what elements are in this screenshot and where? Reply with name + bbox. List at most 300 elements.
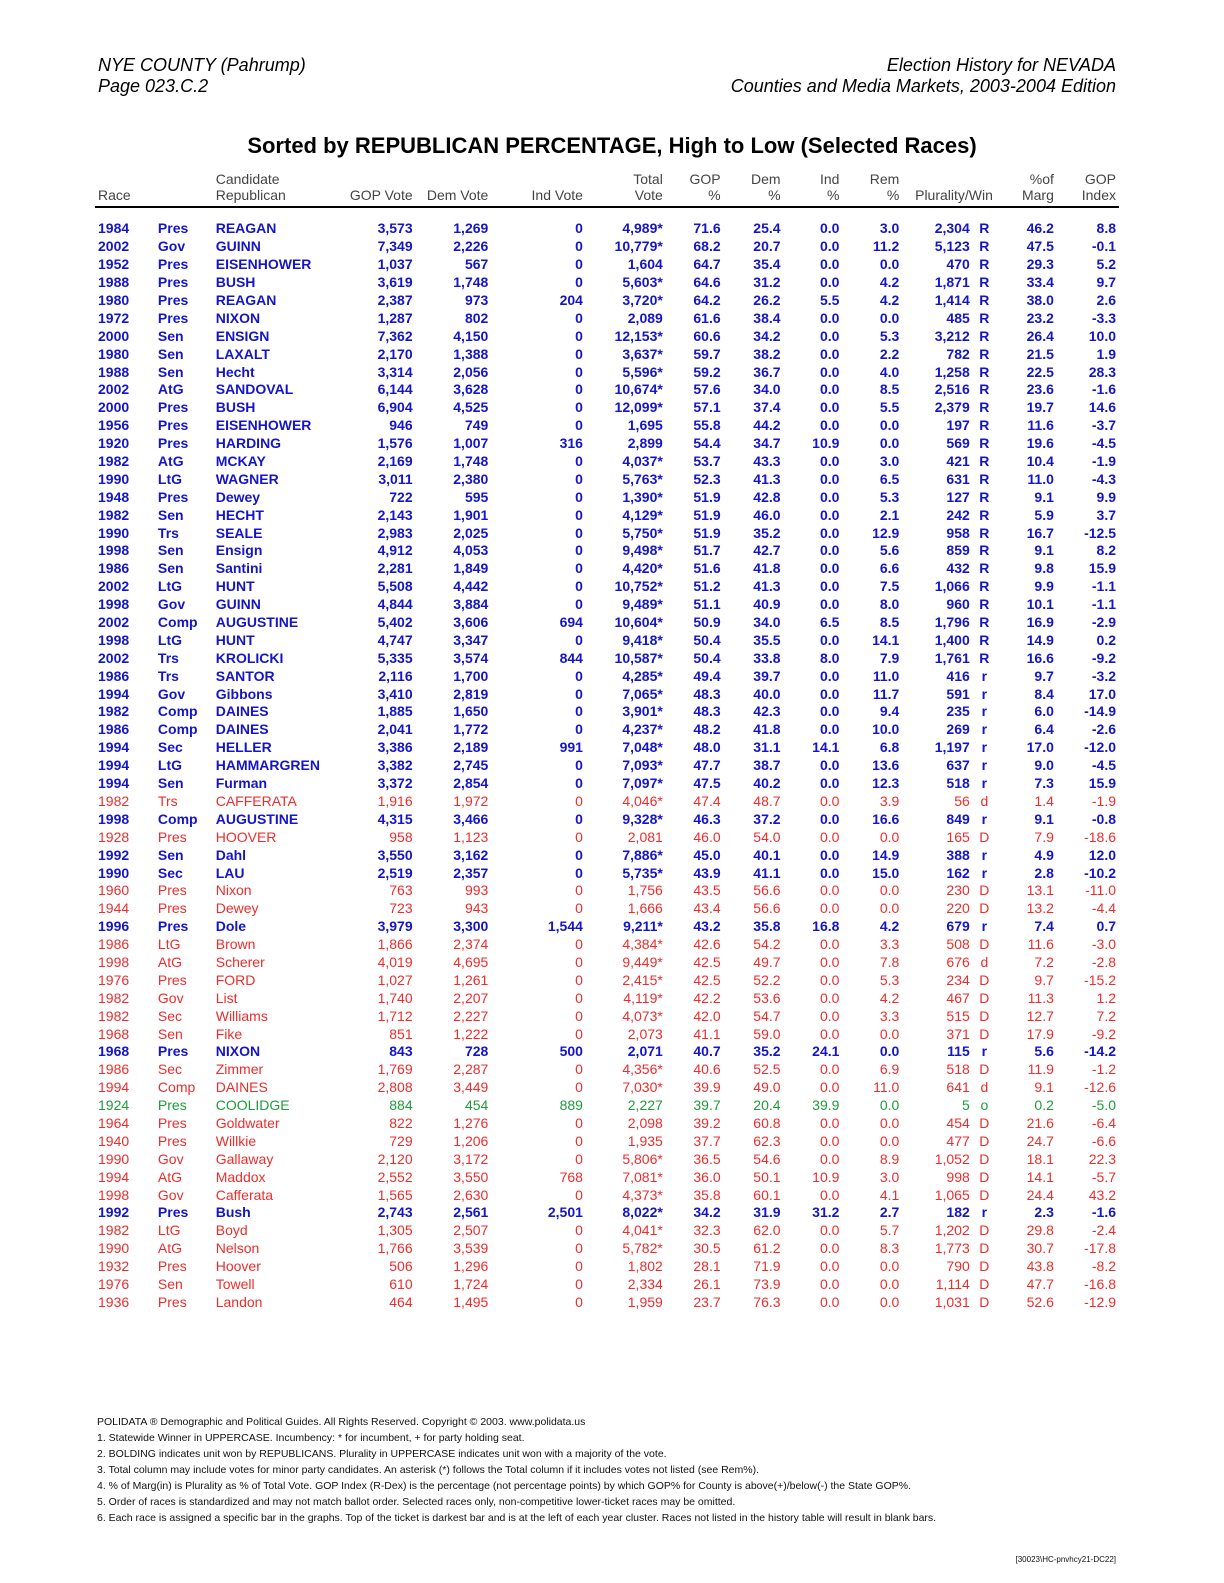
cell-gop-pct: 50.9 — [693, 614, 721, 631]
cell-ind-vote: 889 — [559, 1097, 583, 1114]
cell-pct-margin: 7.2 — [1034, 953, 1054, 970]
table-row — [95, 954, 1119, 972]
cell-gop-vote: 2,170 — [377, 345, 413, 362]
cell-plurality: 1,065 — [934, 1186, 970, 1203]
cell-dem-vote: 2,745 — [453, 757, 489, 774]
col-pct-margin: %of Marg — [996, 171, 1057, 207]
cell-rem-pct: 4.2 — [879, 989, 900, 1006]
cell-plurality: 591 — [946, 685, 970, 702]
cell-plurality: 162 — [946, 864, 970, 881]
cell-ind-vote: 0 — [575, 1007, 583, 1024]
cell-year: 1990 — [98, 524, 130, 541]
cell-rem-pct: 4.2 — [879, 918, 900, 935]
cell-gop-index: -4.3 — [1091, 470, 1116, 487]
cell-gop-vote: 4,747 — [377, 631, 413, 648]
cell-office: Trs — [157, 667, 179, 684]
cell-ind-vote: 0 — [575, 578, 583, 595]
cell-pct-margin: 29.3 — [1026, 256, 1054, 273]
cell-office: Pres — [157, 274, 189, 291]
cell-dem-pct: 62.3 — [753, 1132, 781, 1149]
cell-dem-vote: 2,357 — [453, 864, 489, 881]
cell-gop-pct: 23.7 — [693, 1293, 721, 1310]
table-row — [95, 560, 1119, 578]
table-row — [95, 1276, 1119, 1294]
cell-winner: R — [979, 560, 990, 577]
cell-dem-pct: 34.2 — [753, 327, 781, 344]
cell-rem-pct: 6.8 — [879, 739, 900, 756]
cell-candidate: HOOVER — [215, 828, 277, 845]
cell-year: 1924 — [98, 1097, 130, 1114]
cell-gop-index: 1.2 — [1096, 989, 1116, 1006]
cell-office: Pres — [157, 399, 189, 416]
cell-candidate: ENSIGN — [215, 327, 270, 344]
cell-gop-vote: 1,866 — [377, 936, 413, 953]
cell-total-vote: 1,959 — [627, 1293, 663, 1310]
cell-dem-vote: 943 — [464, 900, 489, 917]
cell-office: Sec — [157, 1061, 183, 1078]
cell-dem-vote: 802 — [464, 309, 489, 326]
cell-candidate: DAINES — [215, 1079, 268, 1096]
table-row — [95, 703, 1119, 721]
col-dem-pct: Dem % — [724, 171, 784, 207]
cell-ind-vote: 0 — [575, 810, 583, 827]
cell-rem-pct: 3.0 — [879, 453, 900, 470]
cell-gop-index: -14.2 — [1084, 1043, 1116, 1060]
cell-ind-vote: 694 — [559, 614, 583, 631]
cell-ind-pct: 0.0 — [819, 578, 840, 595]
cell-dem-pct: 61.2 — [753, 1240, 781, 1257]
cell-ind-vote: 0 — [575, 345, 583, 362]
cell-ind-vote: 0 — [575, 971, 583, 988]
cell-dem-vote: 1,748 — [453, 274, 489, 291]
cell-gop-index: -12.0 — [1084, 739, 1116, 756]
table-row — [95, 435, 1119, 453]
cell-gop-pct: 36.5 — [693, 1150, 721, 1167]
cell-ind-vote: 0 — [575, 1132, 583, 1149]
cell-office: Sen — [157, 775, 184, 792]
cell-candidate: GUINN — [215, 238, 261, 255]
cell-office: Pres — [157, 292, 189, 308]
cell-pct-margin: 47.5 — [1026, 238, 1054, 255]
cell-plurality: 569 — [946, 435, 970, 452]
cell-dem-pct: 52.5 — [753, 1061, 781, 1078]
cell-total-vote: 7,081* — [622, 1168, 663, 1185]
cell-gop-index: -4.5 — [1091, 435, 1116, 452]
cell-dem-vote: 3,550 — [453, 1168, 489, 1185]
table-row — [95, 1186, 1119, 1204]
cell-ind-pct: 0.0 — [819, 542, 840, 559]
cell-total-vote: 3,720* — [622, 292, 663, 308]
cell-year: 1994 — [98, 739, 130, 756]
cell-ind-pct: 0.0 — [819, 971, 840, 988]
cell-ind-pct: 24.1 — [812, 1043, 840, 1060]
cell-candidate: GUINN — [215, 596, 261, 613]
cell-gop-pct: 51.7 — [693, 542, 721, 559]
cell-office: Comp — [157, 614, 198, 631]
cell-total-vote: 9,449* — [622, 953, 663, 970]
cell-rem-pct: 15.0 — [872, 864, 900, 881]
cell-dem-pct: 41.8 — [753, 560, 781, 577]
table-row — [95, 739, 1119, 757]
cell-candidate: SANTOR — [215, 667, 275, 684]
cell-year: 1992 — [98, 1204, 130, 1221]
cell-ind-pct: 0.0 — [819, 309, 840, 326]
cell-candidate: Zimmer — [215, 1061, 264, 1078]
cell-ind-vote: 0 — [575, 1240, 583, 1257]
cell-ind-pct: 0.0 — [819, 792, 840, 809]
cell-gop-index: 2.6 — [1096, 292, 1116, 308]
footnotes — [97, 1414, 936, 1526]
cell-ind-pct: 0.0 — [819, 1114, 840, 1131]
cell-gop-vote: 851 — [389, 1025, 413, 1042]
cell-dem-pct: 34.0 — [753, 381, 781, 398]
cell-office: Sen — [157, 363, 184, 380]
cell-ind-pct: 0.0 — [819, 757, 840, 774]
table-row — [95, 256, 1119, 274]
cell-candidate: Brown — [215, 936, 256, 953]
footnote-2: 2. BOLDING indicates unit won by REPUBLICANS. Plurality in UPPERCASE indicates unit won with a majority of the vote. — [97, 1448, 667, 1460]
cell-gop-vote: 1,027 — [377, 971, 413, 988]
cell-ind-pct: 0.0 — [819, 363, 840, 380]
cell-gop-index: -3.2 — [1091, 667, 1116, 684]
cell-gop-pct: 50.4 — [693, 631, 721, 648]
cell-winner: r — [981, 1204, 988, 1221]
cell-candidate: BUSH — [215, 274, 256, 291]
cell-gop-pct: 50.4 — [693, 649, 721, 666]
cell-gop-vote: 958 — [389, 828, 413, 845]
cell-pct-margin: 0.2 — [1034, 1097, 1054, 1114]
cell-ind-pct: 0.0 — [819, 524, 840, 541]
cell-dem-vote: 2,056 — [453, 363, 489, 380]
cell-pct-margin: 14.1 — [1026, 1168, 1054, 1185]
cell-dem-pct: 25.4 — [753, 220, 781, 237]
cell-office: Pres — [157, 1204, 189, 1221]
cell-rem-pct: 3.3 — [879, 936, 900, 953]
cell-rem-pct: 0.0 — [879, 900, 900, 917]
footnote-3: 3. Total column may include votes for minor party candidates. An asterisk (*) follows the Total column if it includes votes not listed (see Rem%). — [97, 1464, 759, 1476]
cell-gop-index: -4.4 — [1091, 900, 1116, 917]
cell-gop-vote: 729 — [389, 1132, 413, 1149]
cell-winner: r — [981, 1043, 988, 1060]
cell-dem-vote: 1,007 — [453, 435, 489, 452]
cell-ind-pct: 0.0 — [819, 220, 840, 237]
cell-gop-vote: 2,519 — [377, 864, 413, 881]
cell-plurality: 230 — [946, 882, 970, 899]
cell-plurality: 234 — [946, 971, 970, 988]
cell-pct-margin: 11.6 — [1027, 417, 1054, 434]
cell-dem-pct: 35.2 — [753, 1043, 781, 1060]
cell-gop-index: -12.9 — [1084, 1293, 1116, 1310]
cell-dem-vote: 595 — [464, 488, 489, 505]
cell-candidate: HELLER — [215, 739, 272, 756]
cell-plurality: 432 — [946, 560, 970, 577]
table-row — [95, 649, 1119, 667]
cell-gop-vote: 1,565 — [377, 1186, 413, 1203]
cell-gop-index: 43.2 — [1088, 1186, 1116, 1203]
cell-dem-pct: 53.6 — [753, 989, 781, 1006]
cell-rem-pct: 7.9 — [879, 649, 900, 666]
cell-winner: d — [980, 1079, 989, 1096]
cell-dem-pct: 76.3 — [753, 1293, 781, 1310]
cell-office: LtG — [157, 936, 181, 953]
cell-office: Pres — [157, 1258, 187, 1275]
cell-dem-vote: 1,222 — [453, 1025, 489, 1042]
cell-gop-pct: 35.8 — [693, 1186, 721, 1203]
cell-candidate: Williams — [215, 1007, 268, 1024]
cell-winner: D — [979, 1114, 990, 1131]
cell-dem-pct: 40.0 — [753, 685, 781, 702]
cell-total-vote: 5,750* — [622, 524, 663, 541]
cell-dem-pct: 54.6 — [753, 1150, 781, 1167]
cell-gop-vote: 3,410 — [377, 685, 413, 702]
cell-ind-pct: 0.0 — [819, 810, 840, 827]
cell-pct-margin: 30.7 — [1026, 1240, 1054, 1257]
cell-gop-index: 3.7 — [1096, 506, 1116, 523]
cell-gop-pct: 59.2 — [693, 363, 721, 380]
cell-pct-margin: 11.0 — [1027, 470, 1054, 487]
cell-winner: R — [979, 381, 990, 398]
cell-office: Pres — [157, 828, 187, 845]
cell-gop-index: -2.6 — [1091, 721, 1116, 738]
cell-candidate: NIXON — [215, 1043, 261, 1060]
cell-candidate: Santini — [215, 560, 263, 577]
cell-office: Pres — [157, 1043, 189, 1060]
cell-winner: R — [979, 238, 990, 255]
cell-dem-pct: 38.7 — [753, 757, 781, 774]
cell-dem-vote: 2,207 — [453, 989, 489, 1006]
cell-total-vote: 2,073 — [627, 1025, 663, 1042]
cell-gop-pct: 42.5 — [693, 971, 721, 988]
cell-plurality: 1,796 — [934, 614, 970, 631]
table-row — [95, 1150, 1119, 1168]
cell-gop-vote: 2,808 — [377, 1079, 413, 1096]
col-race: Race — [95, 171, 213, 207]
cell-ind-pct: 0.0 — [819, 1132, 840, 1149]
cell-gop-pct: 57.6 — [693, 381, 721, 398]
cell-office: Sec — [157, 864, 183, 881]
cell-candidate: AUGUSTINE — [215, 614, 299, 631]
cell-ind-pct: 0.0 — [819, 1186, 840, 1203]
cell-total-vote: 2,081 — [627, 828, 663, 845]
cell-ind-vote: 0 — [575, 721, 583, 738]
cell-year: 1986 — [98, 667, 130, 684]
cell-winner: D — [979, 1258, 990, 1275]
table-row — [95, 864, 1119, 882]
cell-pct-margin: 9.1 — [1034, 1079, 1054, 1096]
cell-total-vote: 1,666 — [627, 900, 663, 917]
cell-total-vote: 2,089 — [627, 309, 663, 326]
cell-year: 1976 — [98, 1275, 130, 1292]
cell-plurality: 470 — [946, 256, 970, 273]
cell-year: 1960 — [98, 882, 130, 899]
cell-total-vote: 4,046* — [622, 792, 663, 809]
cell-winner: D — [979, 1186, 990, 1203]
cell-gop-index: -14.9 — [1084, 703, 1116, 720]
cell-dem-pct: 54.7 — [753, 1007, 781, 1024]
cell-ind-pct: 0.0 — [819, 327, 840, 344]
cell-office: AtG — [157, 381, 184, 398]
cell-winner: D — [979, 1240, 990, 1257]
cell-year: 1976 — [98, 971, 130, 988]
cell-gop-index: 14.6 — [1088, 399, 1116, 416]
cell-pct-margin: 11.9 — [1027, 1061, 1054, 1078]
cell-dem-vote: 2,561 — [453, 1204, 489, 1221]
cell-pct-margin: 9.0 — [1034, 757, 1054, 774]
cell-year: 1994 — [98, 685, 130, 702]
cell-ind-vote: 0 — [575, 238, 583, 255]
cell-winner: R — [979, 631, 990, 648]
cell-gop-pct: 48.2 — [693, 721, 721, 738]
cell-plurality: 631 — [946, 470, 970, 487]
cell-gop-vote: 884 — [389, 1097, 413, 1114]
cell-winner: R — [979, 542, 990, 559]
cell-candidate: Maddox — [215, 1168, 266, 1185]
cell-office: Sen — [157, 327, 184, 344]
cell-gop-pct: 46.0 — [693, 828, 721, 845]
cell-plurality: 1,761 — [934, 649, 970, 666]
cell-ind-vote: 0 — [575, 1293, 583, 1310]
table-row — [95, 971, 1119, 989]
cell-plurality: 220 — [946, 900, 970, 917]
cell-total-vote: 4,037* — [622, 453, 663, 470]
cell-dem-vote: 2,025 — [453, 524, 489, 541]
cell-ind-vote: 0 — [575, 667, 583, 684]
cell-dem-vote: 4,695 — [453, 953, 489, 970]
cell-plurality: 1,258 — [934, 363, 970, 380]
cell-ind-pct: 0.0 — [819, 399, 840, 416]
cell-ind-pct: 0.0 — [819, 417, 840, 434]
cell-gop-index: 5.2 — [1096, 256, 1116, 273]
cell-dem-pct: 46.0 — [753, 506, 781, 523]
cell-pct-margin: 16.7 — [1026, 524, 1054, 541]
cell-pct-margin: 38.0 — [1026, 292, 1054, 308]
cell-candidate: Scherer — [215, 953, 265, 970]
cell-ind-pct: 0.0 — [819, 274, 840, 291]
cell-ind-vote: 0 — [575, 792, 583, 809]
cell-office: Pres — [157, 900, 187, 917]
cell-ind-vote: 0 — [575, 1258, 583, 1275]
cell-year: 1972 — [98, 309, 130, 326]
table-row — [95, 667, 1119, 685]
cell-gop-index: 8.2 — [1096, 542, 1116, 559]
cell-office: Gov — [157, 1186, 184, 1203]
cell-ind-pct: 0.0 — [819, 882, 840, 899]
cell-dem-pct: 52.2 — [753, 971, 781, 988]
cell-gop-vote: 1,769 — [377, 1061, 413, 1078]
cell-gop-index: -6.6 — [1091, 1132, 1116, 1149]
table-row — [95, 506, 1119, 524]
cell-candidate: DAINES — [215, 703, 269, 720]
cell-plurality: 1,066 — [934, 578, 970, 595]
table-row — [95, 1132, 1119, 1150]
cell-plurality: 1,400 — [934, 631, 970, 648]
cell-ind-vote: 0 — [575, 953, 583, 970]
cell-year: 1998 — [98, 631, 130, 648]
cell-candidate: NIXON — [215, 309, 261, 326]
cell-rem-pct: 3.3 — [879, 1007, 900, 1024]
cell-gop-pct: 57.1 — [693, 399, 721, 416]
table-row — [95, 220, 1119, 238]
cell-rem-pct: 5.3 — [879, 488, 900, 505]
cell-rem-pct: 0.0 — [879, 435, 900, 452]
cell-year: 1994 — [98, 1168, 130, 1185]
cell-candidate: Boyd — [215, 1222, 248, 1239]
cell-winner: R — [979, 470, 990, 487]
cell-rem-pct: 16.6 — [872, 810, 900, 827]
cell-office: Pres — [157, 417, 189, 434]
cell-plurality: 421 — [946, 453, 970, 470]
publication-edition: Counties and Media Markets, 2003-2004 Edition — [730, 76, 1116, 96]
cell-candidate: HUNT — [215, 631, 255, 648]
cell-year: 1982 — [98, 989, 130, 1006]
cell-candidate: Dole — [215, 918, 247, 935]
cell-gop-index: -3.0 — [1091, 936, 1116, 953]
cell-total-vote: 10,779* — [614, 238, 663, 255]
page-number: Page 023.C.2 — [98, 76, 209, 96]
table-row — [95, 470, 1119, 488]
col-gop-pct: GOP % — [666, 171, 724, 207]
cell-winner: R — [979, 327, 990, 344]
cell-dem-pct: 20.7 — [753, 238, 781, 255]
table-row — [95, 578, 1119, 596]
footnote-6: 6. Each race is assigned a specific bar in the graphs. Top of the ticket is darkest bar and is at the left of each year cluster. Races not listed in the history table will result in blank bars. — [97, 1512, 937, 1524]
cell-ind-pct: 0.0 — [819, 488, 840, 505]
cell-pct-margin: 17.9 — [1026, 1025, 1054, 1042]
cell-gop-vote: 1,305 — [377, 1222, 413, 1239]
cell-year: 1996 — [98, 918, 130, 935]
cell-year: 2002 — [98, 649, 130, 666]
cell-office: Pres — [157, 220, 189, 237]
cell-winner: R — [979, 488, 990, 505]
cell-ind-vote: 0 — [575, 274, 583, 291]
cell-year: 1982 — [98, 1007, 130, 1024]
cell-dem-vote: 567 — [464, 256, 489, 273]
cell-winner: D — [979, 1168, 990, 1185]
cell-gop-index: 0.7 — [1096, 918, 1116, 935]
cell-gop-index: -2.9 — [1091, 614, 1116, 631]
cell-ind-vote: 0 — [575, 685, 583, 702]
cell-dem-vote: 4,150 — [453, 327, 489, 344]
cell-ind-vote: 0 — [575, 453, 583, 470]
cell-year: 1986 — [98, 721, 130, 738]
col-plurality-win: Plurality/Win — [902, 171, 996, 207]
cell-gop-vote: 3,550 — [377, 846, 413, 863]
cell-rem-pct: 5.7 — [879, 1222, 900, 1239]
cell-office: Gov — [157, 1150, 184, 1167]
cell-ind-vote: 0 — [575, 363, 583, 380]
cell-ind-pct: 0.0 — [819, 721, 840, 738]
cell-total-vote: 2,071 — [627, 1043, 663, 1060]
cell-rem-pct: 0.0 — [879, 256, 900, 273]
cell-gop-vote: 2,552 — [377, 1168, 413, 1185]
cell-office: Gov — [157, 238, 186, 255]
cell-candidate: CAFFERATA — [215, 792, 297, 809]
cell-plurality: 641 — [946, 1079, 970, 1096]
cell-candidate: HECHT — [215, 506, 264, 523]
table-row — [95, 846, 1119, 864]
cell-dem-pct: 37.2 — [753, 810, 781, 827]
cell-pct-margin: 5.6 — [1034, 1043, 1054, 1060]
cell-year: 1936 — [98, 1293, 130, 1310]
cell-pct-margin: 24.7 — [1026, 1132, 1054, 1149]
cell-rem-pct: 14.9 — [872, 846, 900, 863]
cell-total-vote: 12,099* — [614, 399, 663, 416]
table-row — [95, 775, 1119, 793]
cell-dem-vote: 1,261 — [453, 971, 489, 988]
col-total-vote: Total Vote — [586, 171, 666, 207]
table-row — [95, 631, 1119, 649]
cell-pct-margin: 11.3 — [1027, 989, 1054, 1006]
